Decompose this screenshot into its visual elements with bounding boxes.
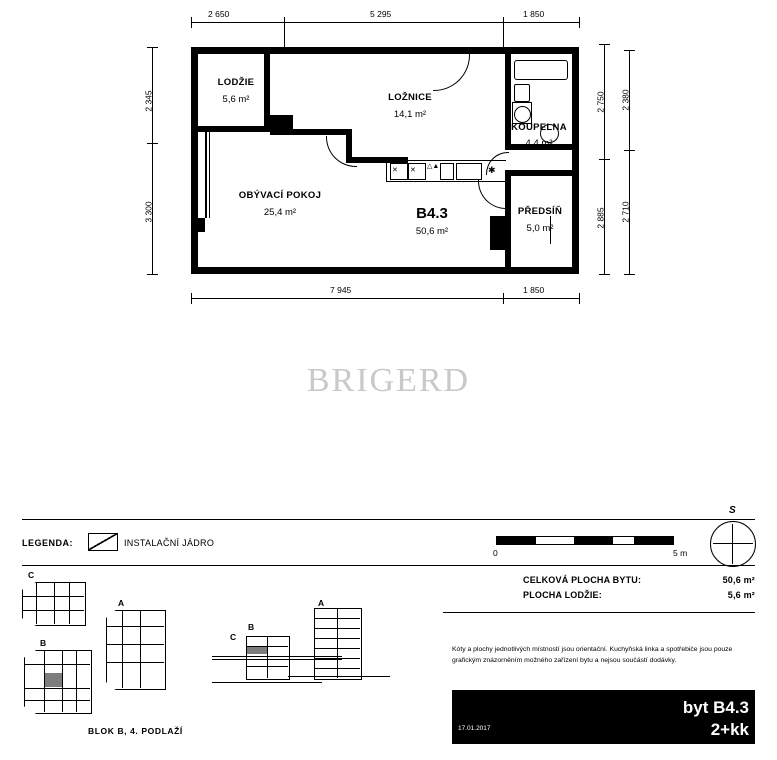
legend-rule-bottom	[22, 565, 755, 566]
keyplan-letter-c-top: C	[28, 570, 35, 580]
keyplan-c-top-line-2	[54, 582, 55, 624]
door-loggia	[433, 54, 470, 91]
area-label-loggia: PLOCHA LODŽIE:	[523, 590, 602, 600]
compass-cross	[713, 543, 753, 544]
room-label-hall	[505, 206, 575, 234]
dim-top-tick-4	[579, 17, 580, 28]
keyplan-b-left-line-4	[24, 664, 90, 665]
dim-bottom-line	[191, 298, 579, 299]
keyplan-b-left-line-2	[62, 650, 63, 712]
dim-right-inner-tick-3	[624, 274, 635, 275]
keyplan-letter-a-mid: A	[118, 598, 125, 608]
keyplan-elev-b-highlight	[247, 646, 267, 654]
kitchen-counter-outline-left	[386, 160, 387, 182]
keyplan-b-left-line-3	[76, 650, 77, 712]
keyplan-letter-c-right: C	[230, 632, 237, 642]
dim-bottom-tick-3	[579, 293, 580, 304]
unit-area: 50,6 m²	[415, 226, 449, 237]
dim-right-outer-2: 2 885	[595, 207, 606, 229]
dim-top-3: 1 850	[523, 9, 545, 19]
room-name-bedroom: LOŽNICE	[388, 92, 432, 103]
keyplan-a-mid-line-1	[122, 610, 123, 688]
keyplan-elev-a	[314, 608, 360, 678]
keyplan-ground-line-1	[212, 656, 342, 657]
legend-label: LEGENDA:	[22, 538, 73, 548]
room-name-hall: PŘEDSÍŇ	[517, 206, 563, 217]
area-rule-bottom	[443, 612, 755, 613]
dim-bottom-tick-1	[191, 293, 192, 304]
legend-rule-top	[22, 519, 755, 520]
dim-bottom-2: 1 850	[523, 285, 545, 295]
keyplan-a-mid-line-2	[140, 610, 141, 688]
dim-top-1: 2 650	[208, 9, 230, 19]
kitchen-fridge	[456, 163, 482, 180]
kitchen-counter-outline	[386, 160, 506, 161]
bathtub	[514, 60, 568, 80]
keyplan-b-left	[24, 650, 90, 712]
keyplan-elev-a-line-7	[337, 608, 338, 678]
kitchen-hob-cross: ✕	[410, 167, 416, 174]
keyplan-letter-a-right: A	[318, 598, 325, 608]
room-area-hall: 5,0 m²	[526, 223, 554, 234]
dim-top-tick-1	[191, 17, 192, 28]
dim-right-inner-1: 2 380	[620, 89, 631, 111]
area-label-total: CELKOVÁ PLOCHA BYTU:	[523, 575, 642, 585]
room-area-bathroom: 4,4 m²	[525, 138, 553, 149]
room-area-loggia: 5,6 m²	[222, 94, 250, 105]
dim-top-2: 5 295	[370, 9, 392, 19]
keyplan-b-left-line-5	[24, 688, 90, 689]
room-area-living: 25,4 m²	[263, 207, 297, 218]
keyplan-a-mid-line-4	[106, 644, 164, 645]
dim-bottom-1: 7 945	[330, 285, 352, 295]
keyplan-block-label: BLOK B, 4. PODLAŽÍ	[88, 726, 183, 736]
keyplan-elev-b-shape	[246, 636, 290, 680]
room-label-bedroom	[355, 92, 465, 120]
keyplan-b-left-line-1	[44, 650, 45, 712]
dim-right-inner-tick-1	[624, 50, 635, 51]
dim-top-line	[191, 22, 579, 23]
watermark-logo: BRIGERD	[306, 362, 471, 399]
kitchen-oven	[440, 163, 454, 180]
wall-bedroom-bottom	[270, 129, 348, 135]
keyplan-a-mid	[106, 610, 164, 688]
dim-right-outer-1: 2 750	[595, 91, 606, 113]
dim-right-inner-tick-2	[624, 150, 635, 151]
room-name-bathroom: KOUPELNA	[511, 122, 567, 133]
dim-right-inner-line	[629, 50, 630, 274]
kitchen-sink-cross: ✕	[392, 167, 398, 174]
dim-top-tick-2	[284, 17, 285, 28]
dim-bottom-tick-2	[503, 293, 504, 304]
area-row-loggia	[523, 588, 755, 603]
door-bedroom	[326, 136, 357, 167]
wall-right	[572, 47, 579, 274]
dim-top-tick-3	[503, 17, 504, 28]
scale-seg-5	[634, 537, 673, 544]
keyplan-a-mid-shape	[106, 610, 166, 690]
area-summary-table	[523, 573, 755, 603]
title-block-unit: byt B4.3	[682, 698, 749, 717]
room-name-living: OBÝVACÍ POKOJ	[238, 190, 322, 201]
keyplan-c-top-line-4	[22, 596, 84, 597]
keyplan-a-mid-line-5	[106, 662, 164, 663]
scale-seg-4	[613, 537, 634, 544]
legend-swatch-installation-core	[88, 533, 118, 551]
room-area-bedroom: 14,1 m²	[393, 109, 427, 120]
compass-rose	[710, 521, 756, 567]
scale-max-label: 5 m	[673, 548, 688, 558]
floor-plan	[150, 40, 610, 280]
scale-min-label: 0	[493, 548, 498, 558]
wall-bottom	[191, 267, 579, 274]
dim-left-1: 2 345	[143, 90, 154, 112]
dim-right-inner-2: 2 710	[620, 201, 631, 223]
keyplan-c-top-line-3	[69, 582, 70, 624]
area-value-loggia: 5,6 m²	[727, 590, 755, 600]
scale-seg-2	[536, 537, 575, 544]
kitchen-star-symbol: ✱	[488, 165, 496, 175]
disclaimer-note: Kóty a plochy jednotlivých místností jsou orientační. Kuchyňská linka a spotřebiče jsou pouze grafickým znázorněním možného zařízení bytu a nejsou součástí dodávky.	[452, 646, 733, 664]
keyplan-elev-b-line-4	[267, 636, 268, 678]
keyplan-ground-line-3	[288, 676, 390, 677]
door-bathroom	[486, 152, 509, 175]
keyplan-letter-b-right: B	[248, 622, 255, 632]
keyplan-b-left-line-6	[24, 700, 90, 701]
area-row-total	[523, 573, 755, 588]
compass-needle	[732, 524, 733, 564]
washbasin	[514, 84, 530, 102]
room-label-loggia	[200, 77, 272, 105]
scale-seg-3	[574, 537, 613, 544]
keyplan-elev-b	[246, 636, 288, 678]
keyplan-ground-line-4	[212, 682, 322, 683]
legend-item-installation-core: INSTALAČNÍ JÁDRO	[124, 538, 215, 548]
wall-left	[191, 47, 198, 274]
scale-bar	[496, 536, 674, 545]
keyplan-letter-b-left: B	[40, 638, 47, 648]
wall-hall-top	[505, 170, 572, 176]
scale-seg-1	[497, 537, 536, 544]
keyplan-ground-line-2	[212, 659, 342, 660]
room-label-living	[205, 190, 355, 218]
kitchen-tall-units: △▲	[427, 163, 440, 170]
unit-label	[380, 205, 484, 237]
keyplan-c-top-line-5	[22, 610, 84, 611]
room-label-bathroom	[500, 122, 578, 149]
title-block-type: 2+kk	[710, 720, 749, 739]
room-name-loggia: LODŽIE	[217, 77, 255, 88]
keyplan-c-top-line-1	[36, 582, 37, 624]
title-block-date: 17.01.2017	[458, 725, 491, 732]
area-value-total: 50,6 m²	[722, 575, 755, 585]
keyplan-c-top	[22, 582, 84, 624]
keyplan-b-left-highlight	[44, 673, 62, 687]
unit-code: B4.3	[416, 205, 448, 222]
wall-loggia-outer-thick	[191, 218, 205, 232]
compass-north-label: S	[729, 505, 736, 516]
wall-top	[191, 47, 579, 54]
installation-shaft	[512, 102, 532, 124]
dim-left-2: 3 300	[143, 201, 154, 223]
keyplan-a-mid-line-3	[106, 626, 164, 627]
